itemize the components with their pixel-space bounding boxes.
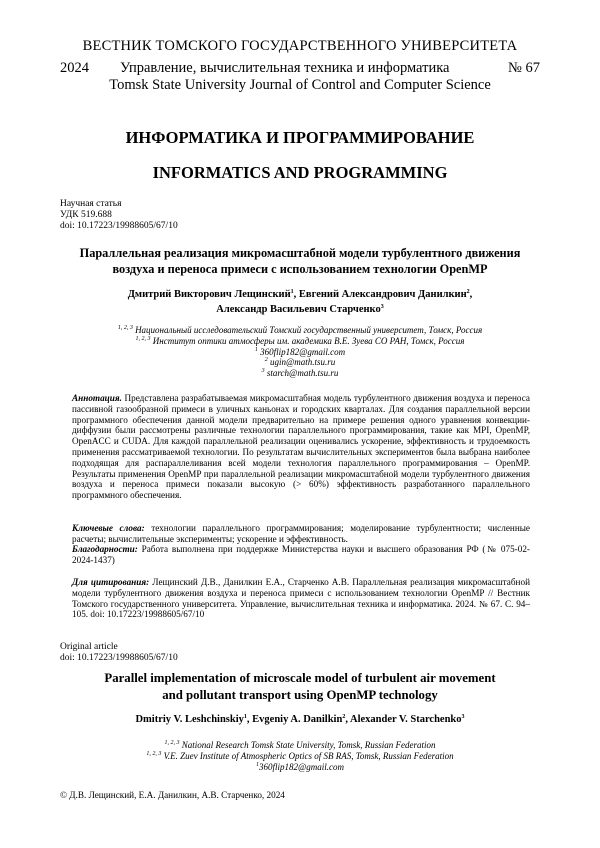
author-2-en-affil: 2 [342,714,346,720]
email-ru-2 [60,357,540,368]
acknowledgements-text: Работа выполнена при поддержке Министерства науки и высшего образования РФ (№ 075-02-2024-1437) [72,544,530,565]
keywords-text: технологии параллельного программирования; моделирование турбулентности; численные расчеты; вычислительные эксперименты; ускорение и эффективность. [72,523,530,544]
email-ru-3 [60,368,540,379]
article-title-ru-line-2: воздуха и переноса примеси с использованием технологии OpenMP [112,262,488,276]
article-title-en-line-2: and pollutant transport using OpenMP technology [162,688,438,702]
journal-year: 2024 [60,60,89,76]
affiliation-text: Национальный исследовательский Томский государственный университет, Томск, Россия [132,325,483,335]
doi-en: doi: 10.17223/19988605/67/10 [60,653,178,663]
journal-title-ru: ВЕСТНИК ТОМСКОГО ГОСУДАРСТВЕННОГО УНИВЕРСИТЕТА [82,38,518,54]
acknowledgements-label: Благодарности: [72,544,138,554]
email-link[interactable]: 360flip182@gmail.com [257,346,346,357]
affiliation-text: V.E. Zuev Institute of Atmospheric Optics of SB RAS, Tomsk, Russian Federation [161,750,454,761]
acknowledgements-ru [72,544,530,566]
affiliation-marker: 1 [255,761,259,768]
journal-issue-number: № 67 [508,60,540,76]
email-ru-1 [60,347,540,358]
citation-label: Для цитирования: [72,577,150,587]
article-meta-ru [60,199,178,232]
article-title-ru [60,245,540,277]
authors-ru [60,287,540,317]
affiliation-ru-1 [60,325,540,336]
article-type-en: Original article [60,642,118,652]
affiliation-marker: 1, 2, 3 [146,750,162,757]
udk-code: УДК 519.688 [60,210,112,220]
affiliations-en [60,740,540,772]
author-3-en-affil: 3 [461,714,465,720]
authors-en [60,714,540,725]
email-en-1 [60,762,540,773]
author-sep: , [469,289,473,300]
affiliation-marker: 1, 2, 3 [135,335,151,342]
article-title-en [60,670,540,704]
abstract-text: Представлена разрабатываемая микромасштабная модель турбулентного движения воздуха и переноса пассивной газообразной примеси в уличных каньонах и городских кварталах. Для создания параллельной версии программного обеспечения данной модели предварительно на примере решения одного уравнения конвекции-диффузии были рассмотрены различные технологии параллельного программирования, такие как MPI, OpenMP, OpenACC и CUDA. Для каждой параллельной реализации оценивались ускорение, эффективность и трудоемкость применения рассматриваемой технологии. По результатам вычислительных экспериментов была выбрана наиболее подходящая для распараллеливания всей модели технология параллельного программирования – OpenMP. Результаты применения OpenMP при параллельной реализации микромасштабной модели турбулентного движения воздуха и переноса примеси показали высокую (> 60%) эффективность разработанного параллельного программного обеспечения. [72,393,530,501]
author-sep: , [246,714,253,725]
citation-text: Лещинский Д.В., Данилкин Е.А., Старченко А.В. Параллельная реализация микромасштабной модели турбулентного движения воздуха и переноса примеси с использованием технологии OpenMP // Вестник Томского государственного университета. Управление, вычислительная техника и информатика. 2024. № 67. С. 94–105. doi: 10.17223/19988605/67/10 [72,577,530,620]
copyright-notice: © Д.В. Лещинский, Е.А. Данилкин, А.В. Старченко, 2024 [60,790,285,800]
author-1-en-affil: 1 [243,714,247,720]
affiliation-marker: 2 [264,357,268,364]
author-2-en: Evgeniy A. Danilkin [252,714,343,725]
journal-subtitle-ru: Управление, вычислительная техника и информатика [120,60,450,76]
article-meta-en [60,642,178,664]
abstract-ru [72,393,530,501]
authors-ru-line-2 [60,302,540,317]
article-type-ru: Научная статья [60,199,122,209]
affiliations-ru [60,325,540,379]
article-title-ru-line-1: Параллельная реализация микромасштабной модели турбулентного движения [79,246,521,260]
section-heading-ru: ИНФОРМАТИКА И ПРОГРАММИРОВАНИЕ [125,128,475,147]
author-3-ru: Александр Васильевич Старченко [216,304,381,315]
author-3-en: Alexander V. Starchenko [349,714,462,725]
section-heading-en: INFORMATICS AND PROGRAMMING [152,163,448,182]
email-link[interactable]: 360flip182@gmail.com [258,761,345,772]
affiliation-en-2 [60,751,540,762]
affiliation-marker: 3 [261,368,265,375]
article-title-en-line-1: Parallel implementation of microscale model of turbulent air movement [104,671,496,685]
affiliation-text: Институт оптики атмосферы им. академика В.Е. Зуева СО РАН, Томск, Россия [150,335,465,346]
affiliation-marker: 1 [254,346,258,353]
author-2-ru-affil: 2 [466,289,470,295]
author-1-ru: Дмитрий Викторович Лещинский [127,289,291,300]
affiliation-ru-2 [60,336,540,347]
email-link[interactable]: ugin@math.tsu.ru [267,357,336,368]
author-2-ru: Евгений Александрович Данилкин [298,289,467,300]
citation-ru [72,577,530,620]
author-sep: , [345,714,350,725]
author-sep: , [293,289,299,300]
keywords-ru [72,523,530,545]
abstract-label: Аннотация. [72,393,122,403]
doi-ru: doi: 10.17223/19988605/67/10 [60,221,178,231]
affiliation-en-1 [60,740,540,751]
author-1-en: Dmitriy V. Leshchinskiy [135,714,244,725]
affiliation-marker: 1, 2, 3 [164,740,180,746]
author-3-ru-affil: 3 [380,304,384,310]
affiliation-text: National Research Tomsk State University, Tomsk, Russian Federation [179,740,436,750]
journal-title-en: Tomsk State University Journal of Control and Computer Science [109,77,491,93]
authors-ru-line-1 [60,287,540,302]
affiliation-marker: 1, 2, 3 [117,325,133,331]
author-1-ru-affil: 1 [290,289,294,295]
email-link[interactable]: starch@math.tsu.ru [264,368,339,379]
keywords-label: Ключевые слова: [72,523,145,533]
